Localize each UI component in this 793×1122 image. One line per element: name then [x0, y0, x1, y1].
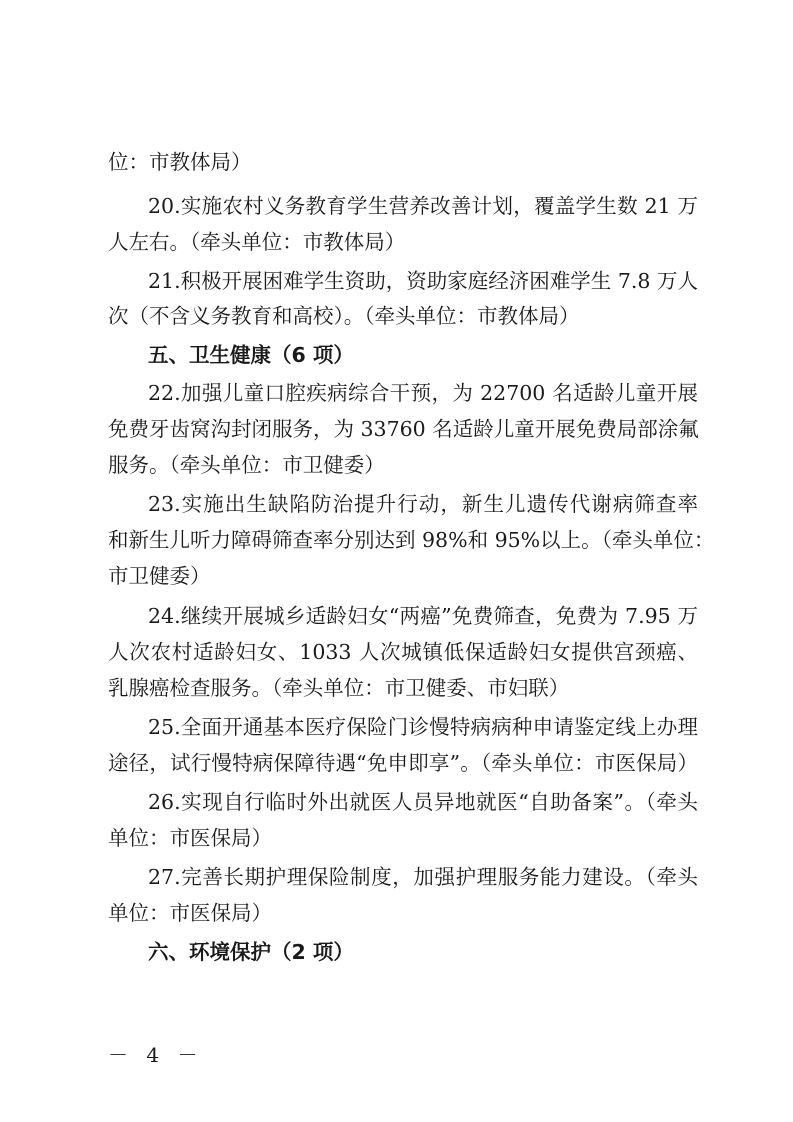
item-21-line-1: 21.积极开展困难学生资助，资助家庭经济困难学生 7.8 万人 — [148, 269, 698, 293]
item-26-line-2: 单位：市医保局） — [108, 826, 272, 850]
item-23-line-3: 市卫健委） — [108, 564, 211, 588]
item-23-line-1: 23.实施出生缺陷防治提升行动，新生儿遗传代谢病筛查率 — [148, 492, 698, 516]
item-24-line-1: 24.继续开展城乡适龄妇女“两癌”免费筛查，免费为 7.95 万 — [148, 604, 698, 628]
item-22-line-2: 免费牙齿窝沟封闭服务，为 33760 名适龄儿童开展免费局部涂氟 — [108, 417, 699, 441]
item-23-line-2: 和新生儿听力障碍筛查率分别达到 98%和 95%以上。（牵头单位： — [108, 528, 715, 552]
item-27-line-1: 27.完善长期护理保险制度，加强护理服务能力建设。（牵头 — [148, 865, 698, 889]
item-25-line-2: 途径，试行慢特病保障待遇“免申即享”。（牵头单位：市医保局） — [108, 751, 698, 775]
page-number: － 4 － — [108, 1043, 204, 1067]
section-heading-environment: 六、环境保护（2 项） — [148, 940, 354, 964]
item-20-line-2: 人左右。（牵头单位：市教体局） — [108, 230, 406, 254]
item-25-line-1: 25.全面开通基本医疗保险门诊慢特病病种申请鉴定线上办理 — [148, 715, 698, 739]
item-27-line-2: 单位：市医保局） — [108, 901, 272, 925]
item-20-line-1: 20.实施农村义务教育学生营养改善计划，覆盖学生数 21 万 — [148, 194, 698, 218]
section-heading-health: 五、卫生健康（6 项） — [148, 343, 354, 367]
item-24-line-2: 人次农村适龄妇女、1033 人次城镇低保适龄妇女提供宫颈癌、 — [108, 640, 698, 664]
item-22-line-1: 22.加强儿童口腔疾病综合干预，为 22700 名适龄儿童开展 — [148, 381, 698, 405]
item-26-line-1: 26.实现自行临时外出就医人员异地就医“自助备案”。（牵头 — [148, 790, 698, 814]
item-21-line-2: 次（不含义务教育和高校）。（牵头单位：市教体局） — [108, 304, 580, 328]
item-22-line-3: 服务。（牵头单位：市卫健委） — [108, 453, 385, 477]
paragraph-line: 位：市教体局） — [108, 150, 252, 174]
item-24-line-3: 乳腺癌检查服务。（牵头单位：市卫健委、市妇联） — [108, 676, 570, 700]
